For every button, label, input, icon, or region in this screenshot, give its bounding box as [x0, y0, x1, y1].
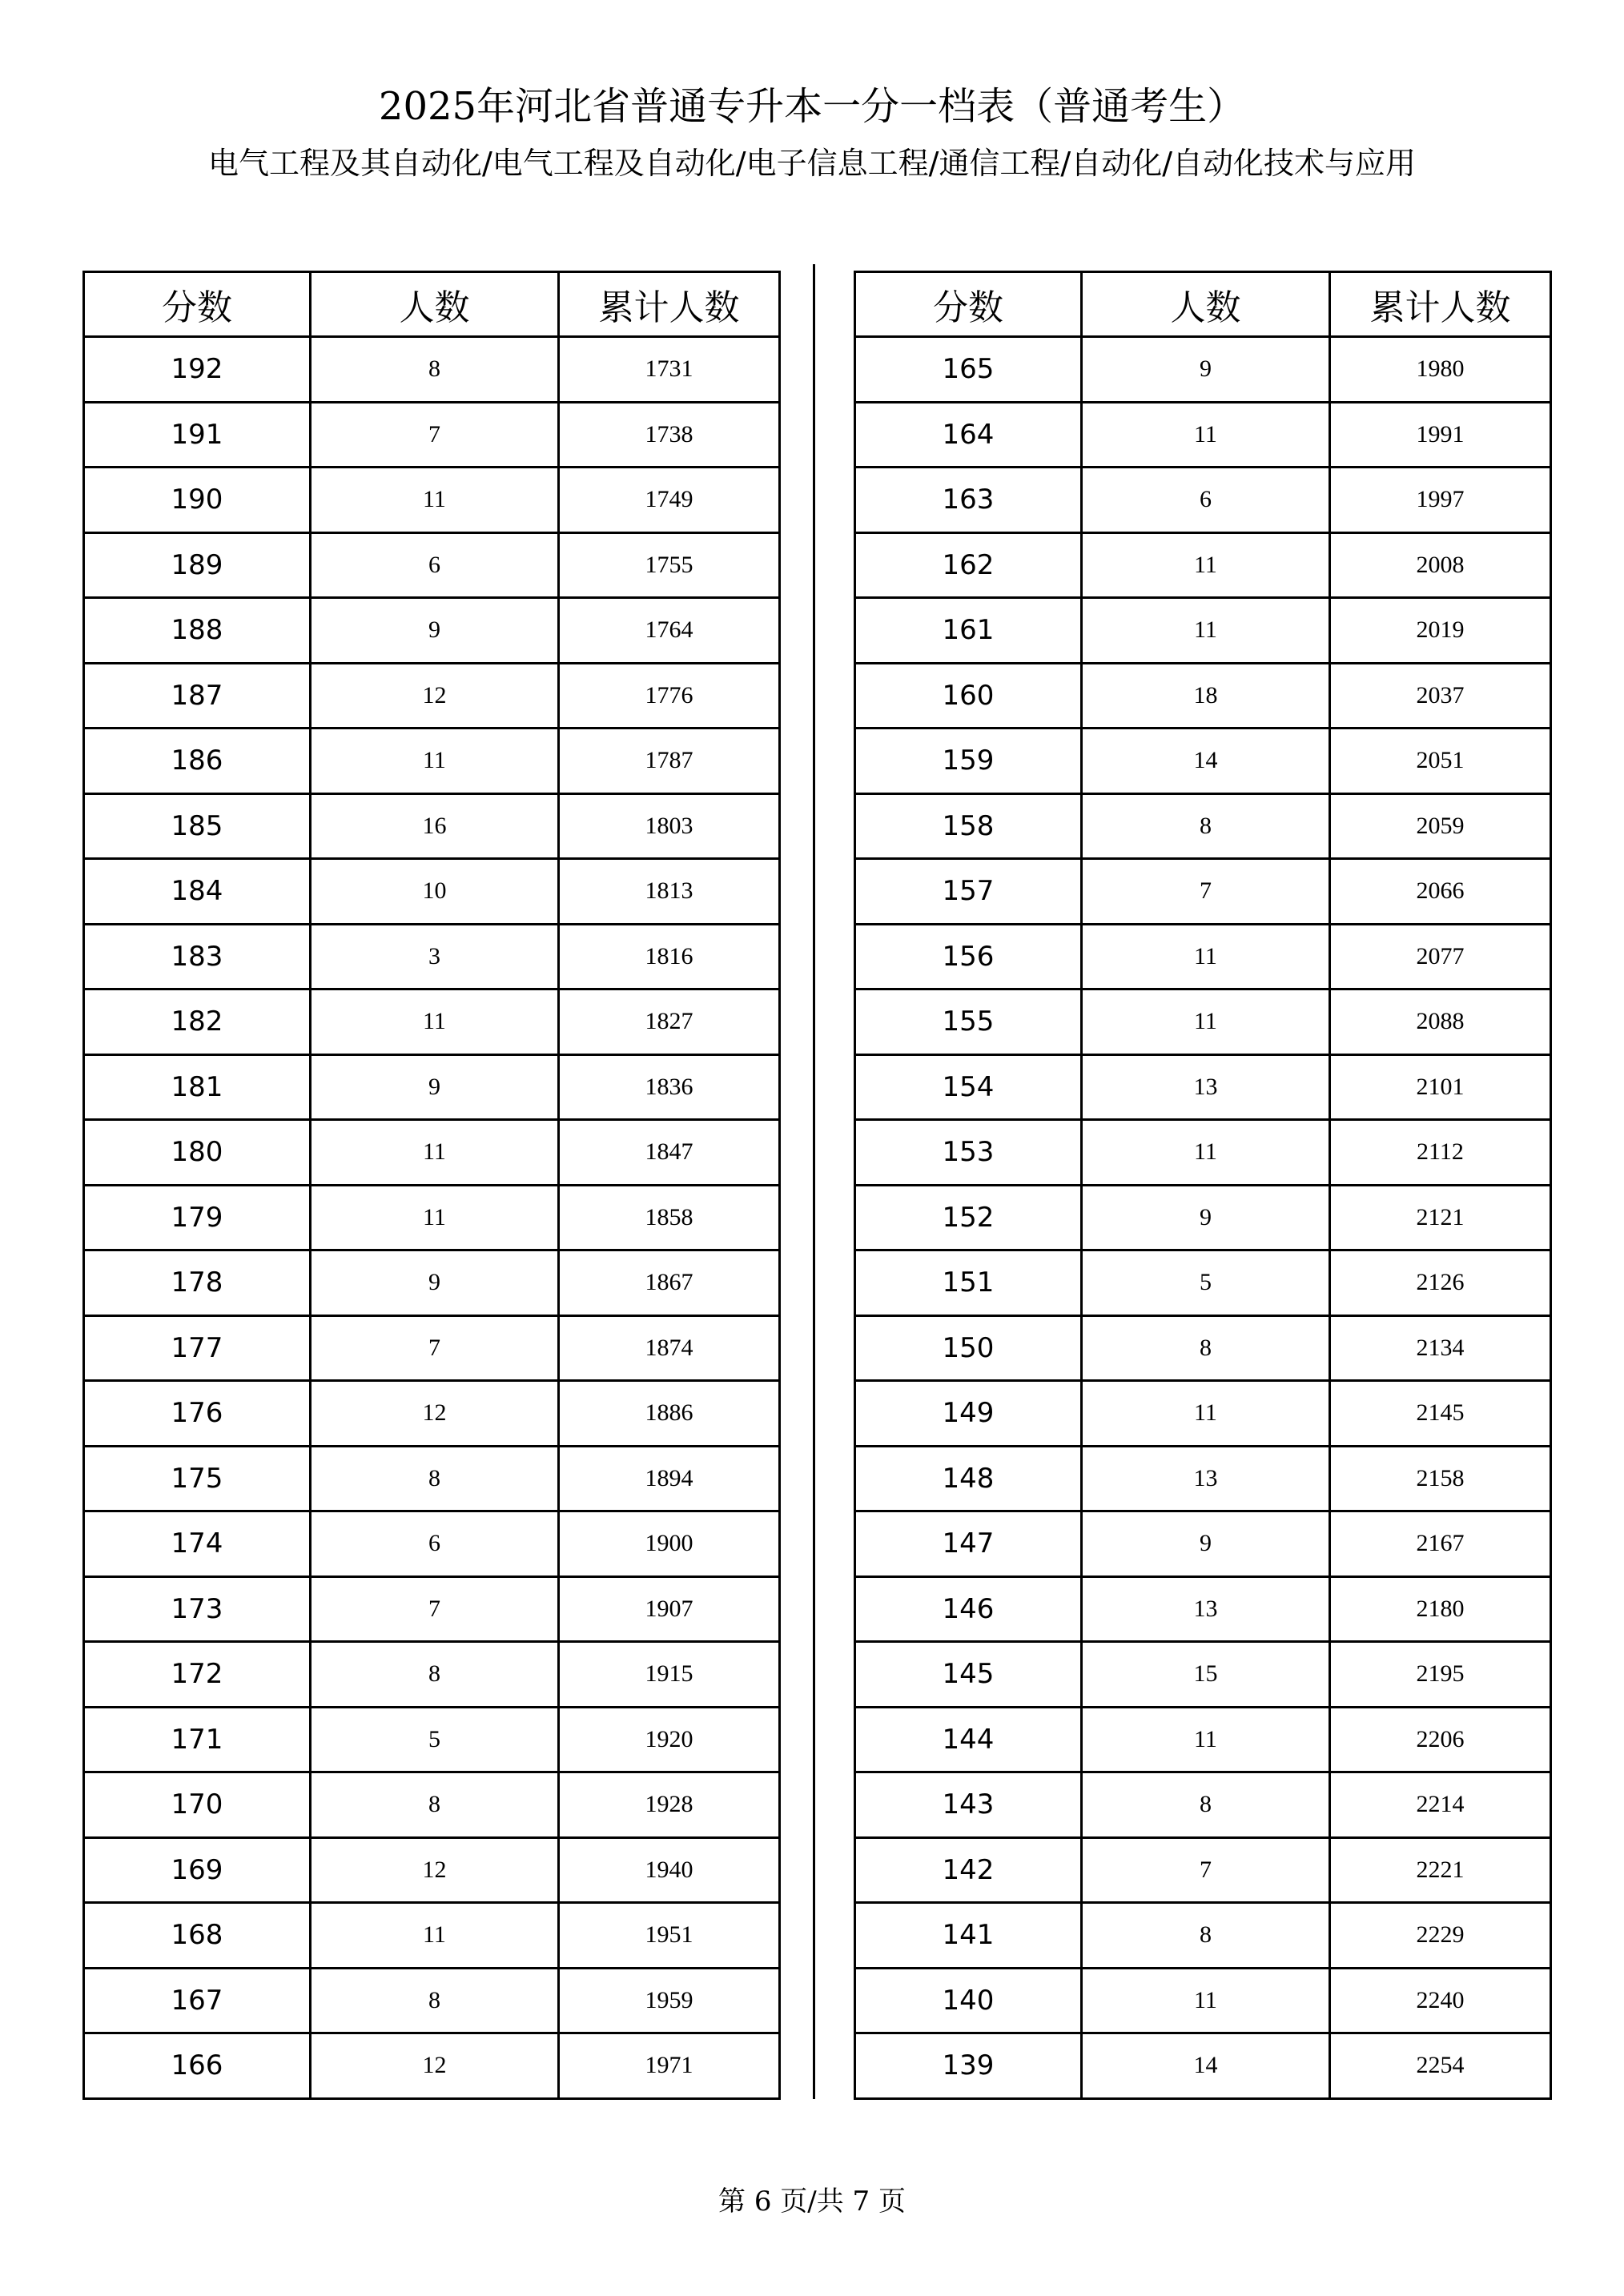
score-cell: 145 [855, 1642, 1082, 1708]
cumulative-cell: 1940 [559, 1837, 780, 1903]
table-row [855, 1903, 1551, 1969]
cumulative-cell: 1959 [559, 1968, 780, 2033]
table-row [855, 924, 1551, 989]
count-cell: 13 [1082, 1576, 1330, 1642]
score-cell: 173 [84, 1576, 311, 1642]
count-cell: 8 [311, 1772, 559, 1838]
cumulative-cell: 2229 [1330, 1903, 1551, 1969]
count-cell: 11 [311, 1903, 559, 1969]
count-cell: 14 [1082, 2033, 1330, 2099]
cumulative-cell: 2019 [1330, 598, 1551, 664]
score-cell: 175 [84, 1446, 311, 1511]
table-row [855, 1446, 1551, 1511]
score-cell: 178 [84, 1250, 311, 1316]
count-cell: 9 [1082, 1185, 1330, 1250]
count-cell: 8 [1082, 1772, 1330, 1838]
page-subtitle: 电气工程及其自动化/电气工程及自动化/电子信息工程/通信工程/自动化/自动化技术与应用 [207, 146, 1417, 181]
score-cell: 160 [855, 663, 1082, 729]
count-cell: 11 [311, 989, 559, 1055]
table-row [855, 337, 1551, 403]
count-cell: 8 [311, 1446, 559, 1511]
table-row [855, 1511, 1551, 1577]
score-cell: 157 [855, 859, 1082, 925]
count-cell: 9 [311, 1250, 559, 1316]
cumulative-cell: 1749 [559, 468, 780, 533]
cumulative-cell: 1755 [559, 532, 780, 598]
table-row [855, 1054, 1551, 1120]
cumulative-cell: 1731 [559, 337, 780, 403]
score-cell: 162 [855, 532, 1082, 598]
count-cell: 8 [1082, 793, 1330, 859]
cumulative-cell: 1836 [559, 1054, 780, 1120]
score-cell: 188 [84, 598, 311, 664]
table-row [855, 1381, 1551, 1447]
score-cell: 158 [855, 793, 1082, 859]
count-cell: 12 [311, 1837, 559, 1903]
cumulative-cell: 2051 [1330, 729, 1551, 794]
score-cell: 169 [84, 1837, 311, 1903]
score-cell: 181 [84, 1054, 311, 1120]
score-cell: 189 [84, 532, 311, 598]
count-cell: 11 [311, 1185, 559, 1250]
cumulative-cell: 2206 [1330, 1707, 1551, 1772]
score-cell: 144 [855, 1707, 1082, 1772]
table-row [84, 532, 780, 598]
cumulative-cell: 1776 [559, 663, 780, 729]
header-cumulative: 累计人数 [559, 272, 780, 337]
cumulative-cell: 2101 [1330, 1054, 1551, 1120]
count-cell: 8 [1082, 1903, 1330, 1969]
cumulative-cell: 2088 [1330, 989, 1551, 1055]
table-row [855, 2033, 1551, 2099]
cumulative-cell: 2134 [1330, 1315, 1551, 1381]
count-cell: 11 [1082, 532, 1330, 598]
count-cell: 6 [1082, 468, 1330, 533]
count-cell: 11 [1082, 924, 1330, 989]
count-cell: 5 [1082, 1250, 1330, 1316]
count-cell: 11 [1082, 1707, 1330, 1772]
cumulative-cell: 2221 [1330, 1837, 1551, 1903]
count-cell: 9 [311, 598, 559, 664]
cumulative-cell: 2077 [1330, 924, 1551, 989]
table-row [855, 1120, 1551, 1186]
score-cell: 182 [84, 989, 311, 1055]
count-cell: 10 [311, 859, 559, 925]
count-cell: 3 [311, 924, 559, 989]
table-row [855, 859, 1551, 925]
cumulative-cell: 1738 [559, 402, 780, 468]
cumulative-cell: 1980 [1330, 337, 1551, 403]
score-cell: 165 [855, 337, 1082, 403]
table-row [84, 1642, 780, 1708]
score-cell: 143 [855, 1772, 1082, 1838]
cumulative-cell: 2167 [1330, 1511, 1551, 1577]
count-cell: 7 [311, 402, 559, 468]
count-cell: 14 [1082, 729, 1330, 794]
score-cell: 163 [855, 468, 1082, 533]
count-cell: 13 [1082, 1446, 1330, 1511]
cumulative-cell: 1971 [559, 2033, 780, 2099]
header-count: 人数 [1082, 272, 1330, 337]
count-cell: 11 [1082, 1381, 1330, 1447]
table-row [84, 2033, 780, 2099]
table-row [84, 337, 780, 403]
count-cell: 11 [311, 729, 559, 794]
cumulative-cell: 2037 [1330, 663, 1551, 729]
count-cell: 11 [1082, 1968, 1330, 2033]
table-row [855, 1315, 1551, 1381]
count-cell: 11 [1082, 402, 1330, 468]
cumulative-cell: 1900 [559, 1511, 780, 1577]
score-cell: 183 [84, 924, 311, 989]
score-cell: 150 [855, 1315, 1082, 1381]
table-row [84, 1903, 780, 1969]
score-cell: 192 [84, 337, 311, 403]
score-cell: 172 [84, 1642, 311, 1708]
table-row [84, 1120, 780, 1186]
count-cell: 8 [311, 337, 559, 403]
table-row [855, 1707, 1551, 1772]
cumulative-cell: 1894 [559, 1446, 780, 1511]
cumulative-cell: 2121 [1330, 1185, 1551, 1250]
cumulative-cell: 1803 [559, 793, 780, 859]
count-cell: 8 [1082, 1315, 1330, 1381]
cumulative-cell: 2180 [1330, 1576, 1551, 1642]
count-cell: 11 [311, 1120, 559, 1186]
count-cell: 9 [1082, 337, 1330, 403]
count-cell: 12 [311, 663, 559, 729]
table-row [855, 532, 1551, 598]
header-cumulative: 累计人数 [1330, 272, 1551, 337]
table-row [84, 402, 780, 468]
score-cell: 149 [855, 1381, 1082, 1447]
table-row [855, 1968, 1551, 2033]
count-cell: 12 [311, 2033, 559, 2099]
score-cell: 167 [84, 1968, 311, 2033]
score-cell: 179 [84, 1185, 311, 1250]
cumulative-cell: 2254 [1330, 2033, 1551, 2099]
count-cell: 7 [311, 1315, 559, 1381]
count-cell: 7 [1082, 1837, 1330, 1903]
score-cell: 148 [855, 1446, 1082, 1511]
cumulative-cell: 2240 [1330, 1968, 1551, 2033]
table-row [84, 1250, 780, 1316]
count-cell: 15 [1082, 1642, 1330, 1708]
count-cell: 8 [311, 1642, 559, 1708]
score-cell: 151 [855, 1250, 1082, 1316]
cumulative-cell: 2008 [1330, 532, 1551, 598]
table-row [84, 1381, 780, 1447]
cumulative-cell: 1813 [559, 859, 780, 925]
score-cell: 156 [855, 924, 1082, 989]
cumulative-cell: 1928 [559, 1772, 780, 1838]
score-cell: 139 [855, 2033, 1082, 2099]
score-table-left [82, 271, 781, 2100]
table-row [855, 989, 1551, 1055]
cumulative-cell: 1867 [559, 1250, 780, 1316]
score-cell: 190 [84, 468, 311, 533]
cumulative-cell: 2158 [1330, 1446, 1551, 1511]
table-row [855, 1185, 1551, 1250]
table-row [855, 663, 1551, 729]
cumulative-cell: 1816 [559, 924, 780, 989]
count-cell: 8 [311, 1968, 559, 2033]
table-row [84, 729, 780, 794]
table-row [84, 1446, 780, 1511]
page-title: 2025年河北省普通专升本一分一档表（普通考生） [378, 84, 1246, 129]
cumulative-cell: 1907 [559, 1576, 780, 1642]
table-row [855, 1576, 1551, 1642]
table-header-row [855, 272, 1551, 337]
score-cell: 140 [855, 1968, 1082, 2033]
score-cell: 154 [855, 1054, 1082, 1120]
count-cell: 11 [311, 468, 559, 533]
count-cell: 13 [1082, 1054, 1330, 1120]
cumulative-cell: 1874 [559, 1315, 780, 1381]
cumulative-cell: 2195 [1330, 1642, 1551, 1708]
score-cell: 176 [84, 1381, 311, 1447]
table-row [855, 1642, 1551, 1708]
score-cell: 153 [855, 1120, 1082, 1186]
score-cell: 186 [84, 729, 311, 794]
table-row [84, 859, 780, 925]
cumulative-cell: 1951 [559, 1903, 780, 1969]
cumulative-cell: 1886 [559, 1381, 780, 1447]
table-row [84, 1511, 780, 1577]
table-row [84, 1707, 780, 1772]
score-cell: 168 [84, 1903, 311, 1969]
count-cell: 18 [1082, 663, 1330, 729]
table-row [84, 598, 780, 664]
header-count: 人数 [311, 272, 559, 337]
cumulative-cell: 1827 [559, 989, 780, 1055]
score-cell: 155 [855, 989, 1082, 1055]
count-cell: 16 [311, 793, 559, 859]
cumulative-cell: 2145 [1330, 1381, 1551, 1447]
cumulative-cell: 2059 [1330, 793, 1551, 859]
cumulative-cell: 1997 [1330, 468, 1551, 533]
count-cell: 11 [1082, 598, 1330, 664]
table-row [84, 1772, 780, 1838]
count-cell: 9 [1082, 1511, 1330, 1577]
table-row [84, 989, 780, 1055]
cumulative-cell: 2214 [1330, 1772, 1551, 1838]
cumulative-cell: 1915 [559, 1642, 780, 1708]
count-cell: 11 [1082, 1120, 1330, 1186]
cumulative-cell: 2126 [1330, 1250, 1551, 1316]
table-row [84, 663, 780, 729]
table-row [855, 729, 1551, 794]
page-footer: 第 6 页/共 7 页 [718, 2186, 906, 2218]
count-cell: 6 [311, 532, 559, 598]
score-cell: 164 [855, 402, 1082, 468]
table-row [84, 1315, 780, 1381]
score-cell: 171 [84, 1707, 311, 1772]
table-header-row [84, 272, 780, 337]
table-row [855, 1772, 1551, 1838]
count-cell: 7 [1082, 859, 1330, 925]
score-cell: 174 [84, 1511, 311, 1577]
cumulative-cell: 2112 [1330, 1120, 1551, 1186]
table-row [84, 1054, 780, 1120]
table-row [855, 1250, 1551, 1316]
score-cell: 142 [855, 1837, 1082, 1903]
score-cell: 146 [855, 1576, 1082, 1642]
table-row [855, 402, 1551, 468]
table-row [84, 1837, 780, 1903]
table-row [84, 468, 780, 533]
table-row [855, 598, 1551, 664]
table-row [855, 1837, 1551, 1903]
score-cell: 180 [84, 1120, 311, 1186]
table-row [855, 468, 1551, 533]
count-cell: 12 [311, 1381, 559, 1447]
count-cell: 5 [311, 1707, 559, 1772]
score-cell: 141 [855, 1903, 1082, 1969]
table-row [84, 793, 780, 859]
count-cell: 6 [311, 1511, 559, 1577]
column-divider [813, 264, 815, 2099]
score-cell: 185 [84, 793, 311, 859]
score-cell: 170 [84, 1772, 311, 1838]
score-cell: 177 [84, 1315, 311, 1381]
cumulative-cell: 1920 [559, 1707, 780, 1772]
score-cell: 147 [855, 1511, 1082, 1577]
score-cell: 152 [855, 1185, 1082, 1250]
cumulative-cell: 1764 [559, 598, 780, 664]
count-cell: 11 [1082, 989, 1330, 1055]
score-cell: 187 [84, 663, 311, 729]
table-row [84, 1968, 780, 2033]
score-cell: 191 [84, 402, 311, 468]
cumulative-cell: 1787 [559, 729, 780, 794]
score-cell: 184 [84, 859, 311, 925]
header-score: 分数 [855, 272, 1082, 337]
cumulative-cell: 1858 [559, 1185, 780, 1250]
score-cell: 161 [855, 598, 1082, 664]
table-row [84, 1576, 780, 1642]
count-cell: 9 [311, 1054, 559, 1120]
table-row [855, 793, 1551, 859]
score-cell: 166 [84, 2033, 311, 2099]
header-score: 分数 [84, 272, 311, 337]
count-cell: 7 [311, 1576, 559, 1642]
score-cell: 159 [855, 729, 1082, 794]
cumulative-cell: 1991 [1330, 402, 1551, 468]
cumulative-cell: 2066 [1330, 859, 1551, 925]
table-row [84, 1185, 780, 1250]
cumulative-cell: 1847 [559, 1120, 780, 1186]
table-row [84, 924, 780, 989]
score-table-right [854, 271, 1552, 2100]
